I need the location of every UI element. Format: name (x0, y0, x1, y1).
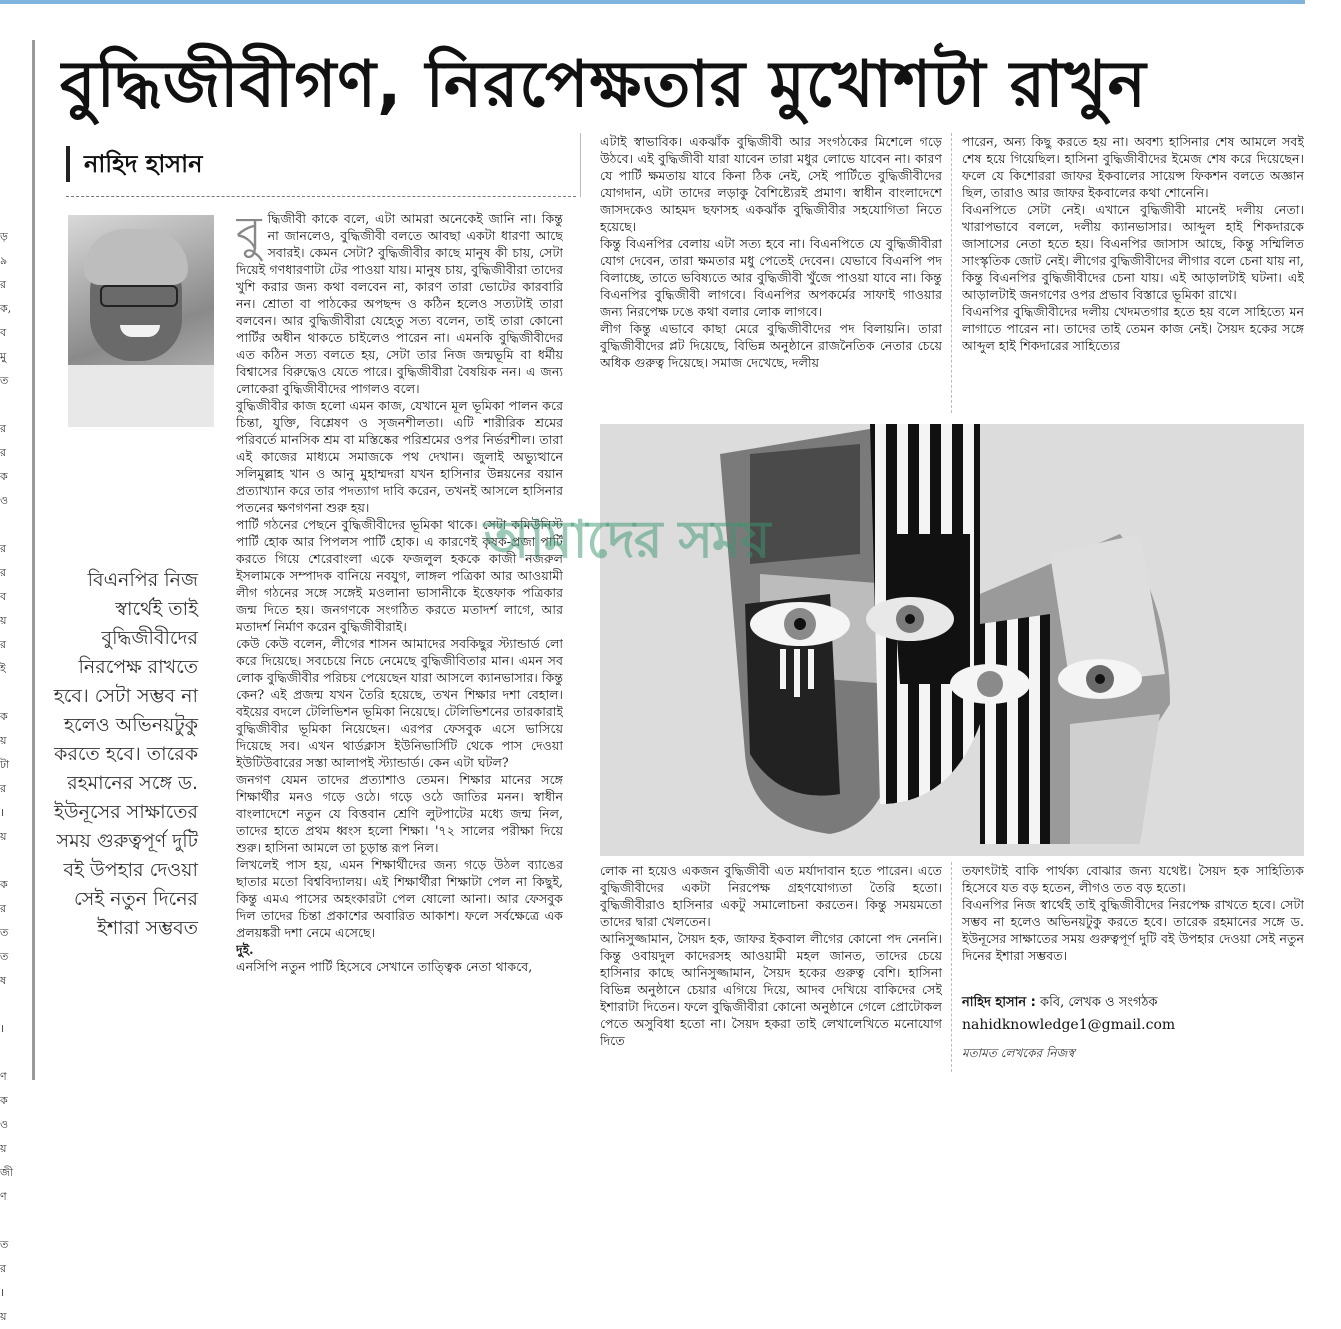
edge-fragment: য় (0, 614, 7, 627)
edge-fragment: ত (0, 1238, 9, 1251)
edge-fragment (0, 681, 14, 705)
paragraph: দ্ধিজীবী কাকে বলে, এটা আমরা অনেকেই জানি না। কিন্তু না জানলেও, বুদ্ধিজীবী বলতে আবছা একটা ধারণা আছে সবারই। কেমন সেটা? বুদ্ধিজীবীর কাছে মানুষ কী চায়, সেটা দিয়েই গণধারণাটা টের পাওয়া যায়। মানুষ চায়, বুদ্ধিজীবীরা তাদের খুশি করার জন্য কথা বলবেন না, কারণ তারা ভোটের কারবারি নন। শ্রোতা বা পাঠকের অপছন্দ ও কঠিন হলেও সত্যটাই তারা বলবেন। আর বুদ্ধিজীবীরা যেহেতু সত্য বলেন, তাই তারা কোনো পার্টির অধীন থাকতে চাইলেও পারেন না। এমনকি বুদ্ধিজীবীদের এত কঠিন সত্য বলতে হয়, সেটা তার নিজ জন্মভূমি বা ধর্মীয় বিশ্বাসের বিরুদ্ধেও যেতে পারে। বুদ্ধিজীবীরা বৈষয়িক নন। এ জন্য লোকেরা বুদ্ধিজীবীদের পাগলও বলে। (236, 211, 563, 396)
pull-quote: বিএনপির নিজ স্বার্থেই তাই বুদ্ধিজীবীদের নিরপেক্ষ রাখতে হবে। সেটা সম্ভব না হলেও অভিনয়টুকু করতে হবে। তারেক রহমানের সঙ্গে ড. ইউনূসের সাক্ষাতের সময় গুরুত্বপূর্ণ দুটি বই উপহার দেওয়া সেই নতুন দিনের ইশারা সম্ভবত (53, 569, 198, 939)
illustration-masks (600, 424, 1304, 856)
edge-fragment: র (0, 446, 7, 459)
edge-fragment: ক (0, 1094, 8, 1107)
edge-fragment: র (0, 638, 7, 651)
edge-fragment: য় (0, 1310, 7, 1323)
paragraph: এনসিপি নতুন পার্টি হিসেবে সেখানে তাত্ত্বিক নেতা থাকবে, (236, 959, 533, 974)
paragraph: বিএনপির নিজ স্বার্থেই তাই বুদ্ধিজীবীদের নিরপেক্ষ রাখতে হবে। সেটা সম্ভব না হলেও অভিনয়টুকু করতে হবে। তারেক রহমানের সঙ্গে ড. ইউনূসের সাক্ষাতের সময় গুরুত্বপূর্ণ দুটি বই উপহার দেওয়া সেই নতুন দিনের ইশারা সম্ভবত। (962, 897, 1304, 963)
edge-fragment: ব (0, 590, 7, 603)
article-column-2-continued (600, 862, 942, 1077)
edge-fragment: ব (0, 326, 7, 339)
edge-fragment: র (0, 782, 7, 795)
edge-fragment: । (0, 1286, 5, 1299)
paragraph: বিএনপির বুদ্ধিজীবীদের দলীয় খেদমতগার হতে হয় বলে সাহিত্যে মন লাগাতে পারেন না। তাদের তাই তেমন কাজ নেই। সৈয়দ হকের সঙ্গে আব্দুল হাই শিকদারের সাহিত্যের (962, 304, 1304, 353)
paragraph: জনগণ যেমন তাদের প্রত্যাশাও তেমন। শিক্ষার মানের সঙ্গে শিক্ষার্থীর মনও গড়ে ওঠে। গড়ে ওঠে জাতির মনন। স্বাধীন বাংলাদেশে নতুন যে বিত্তবান শ্রেণি লুটপাটের মধ্যে জন্ম নিল, তাদের হাতে প্রথম ধ্বংস হলো শিক্ষা। '৭২ সালের পরীক্ষা দিয়ে শুরু। হাসিনা আমলে তা চূড়ান্ত রূপ নিল। (236, 772, 563, 855)
paragraph: এটাই স্বাভাবিক। একঝাঁক বুদ্ধিজীবী আর সংগঠকের মিশেলে গড়ে উঠবে। এই বুদ্ধিজীবী যারা যাবেন তারা মধুর লোভে যাবেন না। কারণ যে পার্টি ক্ষমতায় যাবে কিনা ঠিক নেই, সেই পার্টিতে বুদ্ধিজীবীদের যোগদান, এটা তাদের লড়াকু বৈশিষ্ট্যেরই প্রমাণ। স্বাধীন বাংলাদেশে জাসদকেও আহমদ ছফাসহ একঝাঁক বুদ্ধিজীবীর সহযোগিতা নিতে হয়েছে। (600, 134, 942, 234)
paragraph: কেউ কেউ বলেন, লীগের শাসন আমাদের সবকিছুর স্ট্যান্ডার্ড লো করে দিয়েছে। সবচেয়ে নিচে নেমেছে বুদ্ধিজীবিতার মান। এমন সব লোক বুদ্ধিজীবীর পরিচয় পেয়েছেন যারা আসলে ক্যানভাসার। কিন্তু কেন? এই প্রজন্ম যখন তৈরি হয়েছে, তখন শিক্ষার দশা বেহাল। বইয়ের বদলে টেলিভিশন ভূমিকা নিয়েছে। টেলিভিশনের তারকারাই বুদ্ধিজীবীর ভূমিকা নিয়েছেন। এরপর ফেসবুক এসে ভাসিয়ে দিয়েছে সব। এখন থার্ডক্লাস ইউনিভার্সিটি থেকে পাস দেওয়া ইউটিউবারের সস্তা আলাপই স্ট্যান্ডার্ড। কেন এটা ঘটল? (236, 636, 563, 770)
edge-fragment: । (0, 1022, 5, 1035)
edge-fragment (0, 1209, 14, 1233)
author-email: nahidknowledge1@gmail.com (962, 1017, 1176, 1033)
edge-fragment: ৯ (0, 254, 8, 267)
edge-fragment (0, 513, 14, 537)
paragraph: আনিসুজ্জামান, সৈয়দ হক, জাফর ইকবাল লীগের কোনো পদ নেননি। কিন্তু ওবায়দুল কাদেরসহ আওয়ামী মহল জানত, তাদের চেয়ে হাসিনার কাছে আনিসুজ্জামান, সৈয়দ হকের গুরুত্ব বেশি। হাসিনা বিভিন্ন অনুষ্ঠানে চেয়ার এগিয়ে দিয়ে, আদব দেখিয়ে বাকিদের সেই ইশারাটা দিতেন। ফলে বুদ্ধিজীবীরা কোনো অনুষ্ঠানে গেলে প্রোটোকল পেতে অসুবিধা হতো না। সৈয়দ হকরা তাই লেখালেখিতে মনোযোগ দিতে (600, 931, 942, 1048)
abstract-faces-illustration (600, 424, 1304, 856)
paragraph: পারেন, অন্য কিছু করতে হয় না। অবশ্য হাসিনার শেষ আমলে সবই শেষ হয়ে গিয়েছিল। হাসিনা বুদ্ধিজীবীদের ইমেজ শেষ করে দিয়েছেন। ফলে যে কিশোররা জাফর ইকবালের সায়েন্স ফিকশন বলতে অজ্ঞান ছিল, তারাও আর জাফর ইকবালের কথা শোনেনি। (962, 134, 1304, 200)
edge-fragment: র (0, 566, 7, 579)
edge-fragment: ত (0, 950, 9, 963)
edge-fragment: জী (0, 1166, 13, 1179)
edge-fragment: ষ (0, 974, 7, 987)
paragraph: তফাৎটাই বাকি পার্থক্য বোঝার জন্য যথেষ্ট। সৈয়দ হক সাহিত্যিক হিসেবে যত বড় হতেন, লীগও তত বড় হতো। (962, 863, 1304, 895)
edge-fragment: ণ (0, 1070, 7, 1083)
author-name: নাহিদ হাসান : (962, 995, 1036, 1010)
edge-fragment: র (0, 542, 7, 555)
author-photo (68, 215, 214, 427)
edge-fragment: র (0, 422, 7, 435)
edge-fragment: ণ (0, 1190, 7, 1203)
byline: নাহিদ হাসান (66, 146, 202, 182)
byline-divider (66, 196, 576, 197)
section-subhead: দুই. (236, 942, 254, 957)
edge-fragment: ক (0, 470, 8, 483)
edge-fragment: ড় (0, 230, 8, 243)
page-margin-rule (32, 40, 35, 1080)
article-column-1 (236, 210, 563, 1080)
edge-fragment: মু (0, 350, 7, 363)
edge-fragment: ই (0, 662, 6, 675)
edge-fragment: র (0, 278, 7, 291)
edge-fragment: ত (0, 374, 9, 387)
edge-fragment: ক (0, 878, 8, 891)
column-divider (951, 862, 953, 1072)
author-role: কবি, লেখক ও সংগঠক (1040, 995, 1158, 1010)
author-signature (962, 992, 1304, 1036)
edge-fragment: টা (0, 758, 10, 771)
paragraph: বুদ্ধিজীবীর কাজ হলো এমন কাজ, যেখানে মূল ভূমিকা পালন করে চিন্তা, যুক্তি, বিশ্লেষণ ও সৃজনশীলতা। এটি শারীরিক শ্রমের পরিবর্তে মানসিক শ্রম বা মস্তিষ্কের পরিশ্রমের ওপর নির্ভরশীল। তারা এই কাজের মাধ্যমে সমাজকে পথ দেখান। জুলাই অভ্যুত্থানে সলিমুল্লাহ খান ও আনু মুহাম্মদরা যখন হাসিনার উন্নয়নের বয়ান প্রত্যাখ্যান করে তার পদত্যাগ দাবি করেন, তখনই আসলে হাসিনার পতনের ক্ষণগণনা শুরু হয়। (236, 398, 563, 515)
paragraph: বিএনপিতে সেটা নেই। এখানে বুদ্ধিজীবী মানেই দলীয় নেতা। খারাপভাবে বললে, দলীয় ক্যানভাসার। আব্দুল হাই শিকদারকে জাসাসের নেতা হতে হয়। বিএনপির জাসাস আছে, কিন্তু সম্মিলিত সাংস্কৃতিক জোট নেই। লীগের বুদ্ধিজীবীদের লীগার বলে চেনা যায় না, কিন্তু বিএনপির বুদ্ধিজীবীদের চেনা যায়। এই আড়ালটাই ঘটনা। এই আড়ালটাই জনগণের ওপর প্রভাব বিস্তারে ভূমিকা রাখে। (962, 202, 1304, 302)
edge-fragment (0, 849, 14, 873)
edge-fragment (0, 1041, 14, 1065)
edge-fragment: য় (0, 734, 7, 747)
edge-fragment: র (0, 1262, 7, 1275)
paragraph: লীগ কিন্তু এভাবে কাছা মেরে বুদ্ধিজীবীদের পদ বিলায়নি। তারা বুদ্ধিজীবীদের প্লট দিয়েছে, বিভিন্ন অনুষ্ঠানে রাজনৈতিক নেতার চেয়ে অধিক গুরুত্ব দিয়েছে। সমাজ দেখেছে, দলীয় (600, 321, 942, 370)
edge-fragment: ক (0, 710, 8, 723)
drop-cap: বু (236, 210, 262, 260)
newspaper-watermark: আমাদের সময় (484, 510, 770, 570)
adjacent-column-fragment (0, 225, 14, 1329)
edge-fragment: য় (0, 830, 7, 843)
top-rule (0, 0, 1305, 4)
edge-fragment (0, 393, 14, 417)
edge-fragment: ও (0, 1118, 9, 1131)
paragraph: কিন্তু বিএনপির বেলায় এটা সত্য হবে না। বিএনপিতে যে বুদ্ধিজীবীরা যোগ দেবেন, তারা ক্ষমতার মধু পেতেই দেবেন। যেভাবে বিএনপি পদ বিলাচ্ছে, তাতে ভবিষ্যতে আর বুদ্ধিজীবী খুঁজে পাওয়া যাবে না। কিন্তু বিএনপির বুদ্ধিজীবী লাগবে। বিএনপির অপকর্মের সাফাই গাওয়ার জন্য নিরপেক্ষ ঢঙে কথা বলার লোক লাগবে। (600, 236, 942, 319)
edge-fragment: র (0, 902, 7, 915)
edge-fragment: ও (0, 494, 9, 507)
paragraph: লিখলেই পাস হয়, এমন শিক্ষার্থীদের জন্য গড়ে উঠল ব্যাঙের ছাতার মতো বিশ্ববিদ্যালয়। এই শিক্ষার্থীরা শিক্ষাটা পেল না কিছুই, কিন্তু এমএ পাসের অহংকারটা পেল ষোলো আনা। আর ফেসবুক দিল তাদের চিন্তা প্রকাশের অবারিত আকাশ। ফলে সর্বক্ষেত্রে এক প্রলয়ঙ্করী দশা নেমে এসেছে। (236, 857, 563, 940)
edge-fragment: ক, (0, 302, 12, 315)
headline: বুদ্ধিজীবীগণ, নিরপেক্ষতার মুখোশটা রাখুন (60, 48, 1147, 122)
edge-fragment: য় (0, 1142, 7, 1155)
column-divider (951, 133, 953, 413)
article-column-2 (600, 133, 942, 413)
column-divider (580, 133, 581, 197)
paragraph: লোক না হয়েও একজন বুদ্ধিজীবী এত মর্যাদাবান হতে পারেন। এতে বুদ্ধিজীবীদের একটা নিরপেক্ষ গ্রহণযোগ্যতা তৈরি হতো। বুদ্ধিজীবীরাও হাসিনার একটু সমালোচনা করতেন। কিন্তু সময়মতো তাদের দ্বারা খেলতেন। (600, 863, 942, 929)
edge-fragment: । (0, 806, 5, 819)
article-column-3 (962, 133, 1304, 413)
edge-fragment (0, 993, 14, 1017)
paragraph: পার্টি গঠনের পেছনে বুদ্ধিজীবীদের ভূমিকা থাকে। সেটা কমিউনিস্ট পার্টি হোক আর পিপলস পার্টি হোক। এ কারণেই কৃষক-প্রজা পার্টি করতে গিয়ে শেরেবাংলা একে ফজলুল হককে কাজী নজরুল ইসলামকে সম্পাদক বানিয়ে নবযুগ, লাঙ্গল পত্রিকা আর আওয়ামী লীগ গঠনের সঙ্গে সঙ্গেই মওলানা ভাসানীকে ইত্তেফাক পত্রিকার জন্ম দিতে হয়। জনগণকে সংগঠিত করতে মতাদর্শ লাগে, আর মতাদর্শ নির্মাণ করেন বুদ্ধিজীবীরাই। (236, 517, 563, 634)
article-column-3-continued (962, 862, 1304, 980)
edge-fragment: ত (0, 926, 9, 939)
opinion-disclaimer: মতামত লেখকের নিজস্ব (962, 1046, 1075, 1060)
